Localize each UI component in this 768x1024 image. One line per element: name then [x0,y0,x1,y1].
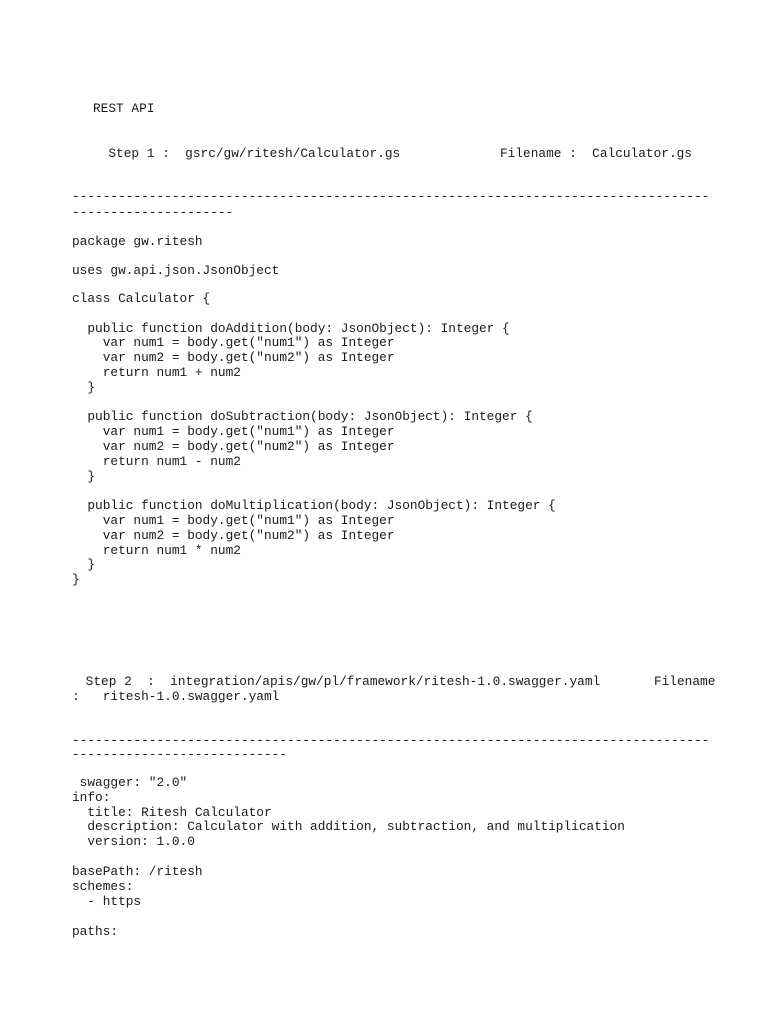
code-package-line: package gw.ritesh [72,234,203,249]
calculator-class-code: class Calculator { public function doAddition(body: JsonObject): Integer { var num1 = body.get("num1") as Integer var num2 = body.get("num2") as Integer return num1 + num2 } public function doSubtraction(body: JsonObject): Integer { var num1 = body.get("num1") as Integer var num2 = body.get("num2") as Integer return num1 - num2 } public function doMultiplication(body: JsonObject): Integer { var num1 = body.get("num1") as Integer var num2 = body.get("num2") as Integer return num1 * num2 } } [72,291,556,588]
step1-path-line: Step 1 : gsrc/gw/ritesh/Calculator.gs Filename : Calculator.gs [93,146,692,161]
swagger-base-yaml: basePath: /ritesh schemes: - https [72,864,203,909]
code-uses-line: uses gw.api.json.JsonObject [72,263,280,278]
step2-path-line-2: : ritesh-1.0.swagger.yaml [72,689,280,704]
step1-separator-2: --------------------- [72,205,234,220]
step2-separator-1: ----------------------------------------------------------------------------------- [72,733,710,748]
step2-separator-2: ---------------------------- [72,747,288,762]
swagger-info-yaml: swagger: "2.0" info: title: Ritesh Calculator description: Calculator with addition, subtraction, and multiplication version: 1.0.0 [72,775,625,850]
step1-separator-1: ----------------------------------------------------------------------------------- [72,189,710,204]
swagger-paths-line: paths: [72,924,119,939]
page-heading: REST API [93,101,155,116]
step2-path-line-1: Step 2 : integration/apis/gw/pl/framework/ritesh-1.0.swagger.yaml Filename [78,674,716,689]
